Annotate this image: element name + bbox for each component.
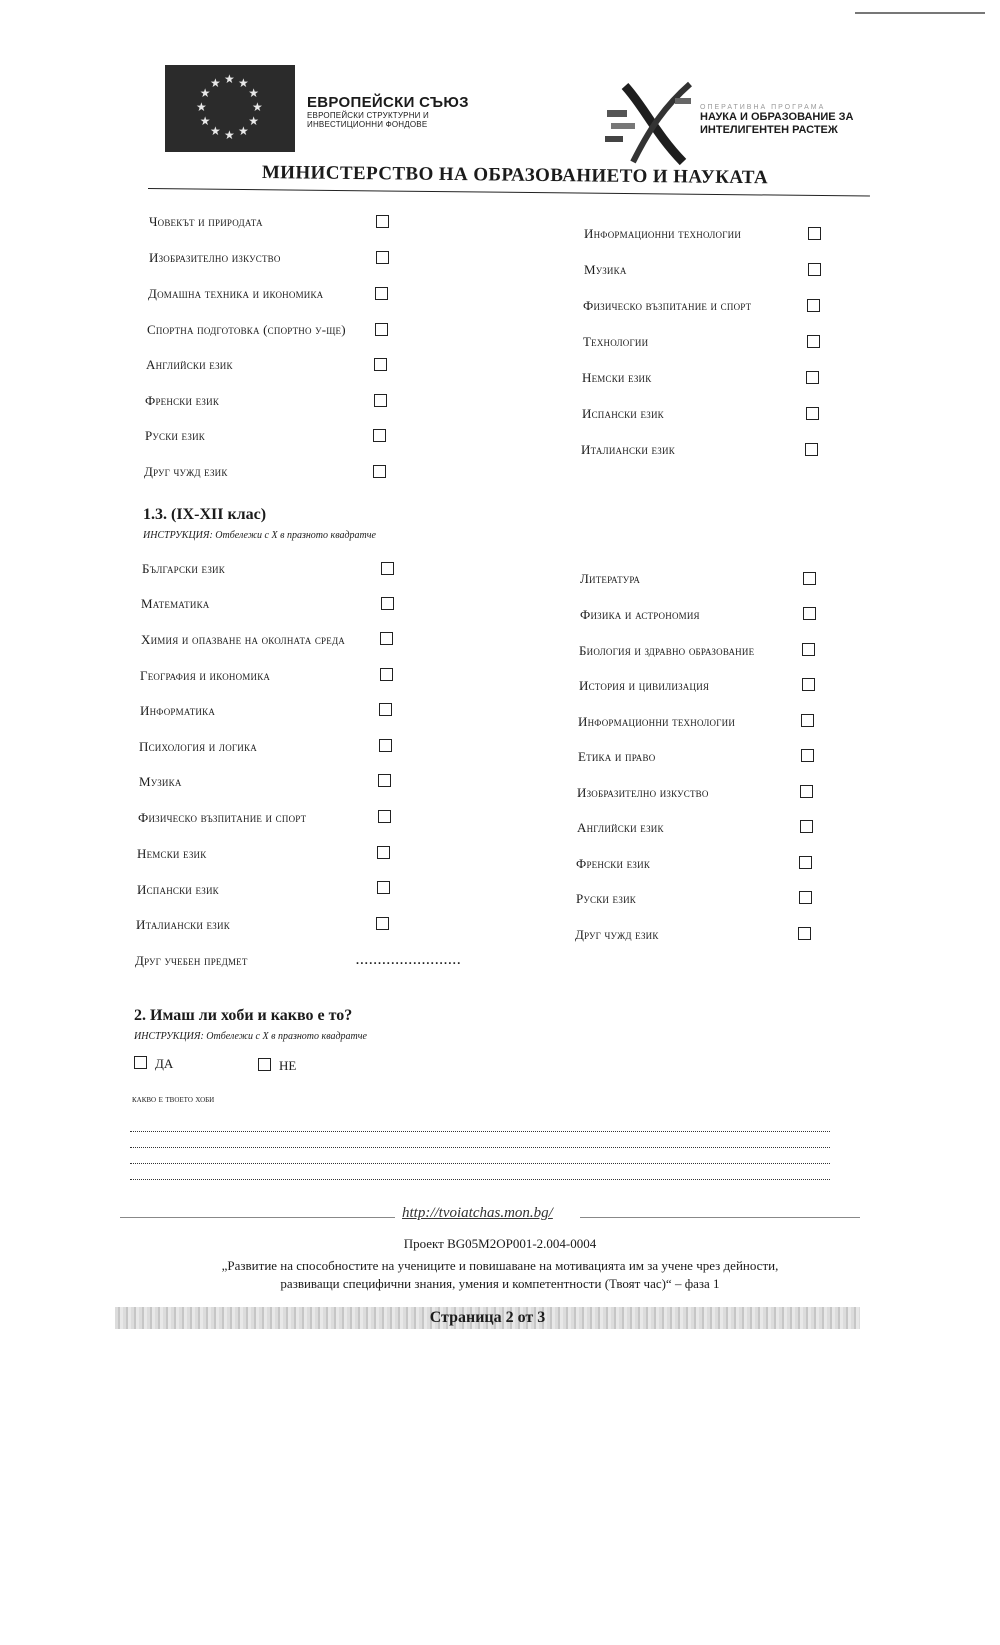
hobby-line-4[interactable]	[130, 1179, 830, 1180]
subject-checkbox[interactable]	[375, 287, 388, 300]
no-label: НЕ	[279, 1058, 297, 1073]
subject-label: Етика и право	[578, 749, 656, 764]
yes-label: ДА	[155, 1056, 174, 1071]
subject-checkbox[interactable]	[802, 643, 815, 656]
eu-flag-logo	[165, 65, 295, 152]
subject-checkbox[interactable]	[800, 820, 813, 833]
eu-star-icon: ★	[248, 114, 259, 128]
subject-checkbox[interactable]	[378, 774, 391, 787]
subject-checkbox[interactable]	[807, 335, 820, 348]
no-checkbox[interactable]	[258, 1058, 271, 1071]
subject-checkbox[interactable]	[373, 465, 386, 478]
subject-checkbox[interactable]	[376, 215, 389, 228]
subject-label: Изобразително изкуство	[577, 785, 709, 800]
hobby-yes-option[interactable]	[134, 1056, 173, 1072]
subject-label: Информационни технологии	[584, 226, 742, 241]
subject-checkbox[interactable]	[799, 856, 812, 869]
other-subject-field[interactable]: ........................	[356, 953, 462, 967]
eu-star-icon: ★	[199, 86, 211, 100]
hobby-line-1[interactable]	[130, 1131, 830, 1132]
subject-checkbox[interactable]	[805, 443, 818, 456]
project-code: Проект BG05M2OP001-2.004-0004	[403, 1236, 597, 1251]
subject-checkbox[interactable]	[801, 749, 814, 762]
subject-checkbox[interactable]	[379, 703, 392, 716]
header-divider	[148, 188, 870, 197]
subject-checkbox[interactable]	[380, 668, 393, 681]
subject-label: Испански език	[137, 882, 219, 897]
subject-checkbox[interactable]	[381, 562, 394, 575]
subject-label: Спортна подготовка (спортно у-ще)	[147, 322, 346, 337]
subject-checkbox[interactable]	[806, 371, 819, 384]
subject-checkbox[interactable]	[378, 810, 391, 823]
op-name-line-2: ИНТЕЛИГЕНТЕН РАСТЕЖ	[700, 124, 838, 136]
subject-label: Немски език	[582, 370, 652, 385]
eu-star-icon: ★	[224, 72, 235, 86]
subject-label: Български език	[142, 561, 225, 576]
subject-label: Италиански език	[136, 917, 230, 932]
op-name-line-1: НАУКА И ОБРАЗОВАНИЕ ЗА	[700, 111, 854, 123]
eu-star-icon: ★	[238, 75, 249, 90]
eu-subtitle-1: ЕВРОПЕЙСКИ СТРУКТУРНИ И	[307, 111, 430, 120]
eu-star-icon: ★	[196, 100, 207, 114]
page-number-bar	[115, 1307, 860, 1329]
project-description-1: „Развитие на способностите на учениците и повишаване на мотивацията им за учене чрез дейности,	[221, 1258, 779, 1273]
subject-checkbox[interactable]	[373, 429, 386, 442]
page-number: Страница 2 от 3	[429, 1309, 546, 1326]
footer-rule-right	[580, 1217, 860, 1218]
subject-label: История и цивилизация	[579, 678, 710, 693]
subject-checkbox[interactable]	[374, 394, 387, 407]
section-2-instruction: ИНСТРУКЦИЯ: Отбележи с Х в празното квадратче	[134, 1031, 367, 1042]
hobby-line-3[interactable]	[130, 1163, 830, 1164]
eu-subtitle-2: ИНВЕСТИЦИОННИ ФОНДОВЕ	[307, 120, 428, 129]
subject-label: Биология и здравно образование	[579, 643, 755, 658]
subject-label: Френски език	[145, 393, 220, 408]
eu-title: ЕВРОПЕЙСКИ СЪЮЗ	[307, 94, 469, 111]
eu-star-icon: ★	[248, 86, 259, 100]
subject-label: Руски език	[576, 891, 636, 906]
subject-checkbox[interactable]	[376, 917, 389, 930]
subject-checkbox[interactable]	[380, 632, 393, 645]
subject-label: Химия и опазване на околната среда	[141, 632, 345, 647]
subject-checkbox[interactable]	[799, 891, 812, 904]
subject-label: Френски език	[576, 856, 651, 871]
subject-checkbox[interactable]	[806, 407, 819, 420]
yes-checkbox[interactable]	[134, 1056, 147, 1069]
subject-label: Физическо възпитание и спорт	[583, 298, 752, 313]
subject-checkbox[interactable]	[375, 323, 388, 336]
subject-checkbox[interactable]	[801, 714, 814, 727]
subject-label: Информационни технологии	[578, 714, 736, 729]
subject-label: Руски език	[145, 428, 205, 443]
subject-label: Технологии	[583, 334, 649, 349]
subject-checkbox[interactable]	[808, 263, 821, 276]
subject-label: География и икономика	[140, 668, 271, 683]
scan-artifact-line	[855, 12, 985, 14]
eu-star-icon: ★	[199, 114, 211, 128]
subject-checkbox[interactable]	[803, 607, 816, 620]
section-2-title: 2. Имаш ли хоби и какво е то?	[134, 1007, 353, 1024]
eu-star-icon: ★	[210, 124, 221, 139]
footer-rule-left	[120, 1217, 395, 1218]
subject-label: Човекът и природата	[149, 214, 263, 229]
subject-label: Музика	[584, 262, 627, 277]
subject-label: Физическо възпитание и спорт	[138, 810, 307, 825]
eu-star-icon: ★	[210, 75, 221, 90]
subject-checkbox[interactable]	[381, 597, 394, 610]
subject-label: Психология и логика	[139, 739, 257, 754]
eu-star-icon: ★	[252, 100, 263, 114]
project-description-2: развиващи специфични знания, умения и компетентности (Твоят час)“ – фаза 1	[280, 1276, 720, 1291]
eu-star-icon: ★	[238, 124, 249, 139]
ministry-title: МИНИСТЕРСТВО НА ОБРАЗОВАНИЕТО И НАУКАТА	[261, 162, 769, 189]
hobby-label: какво е твоето хоби	[132, 1094, 215, 1105]
op-small-caption: ОПЕРАТИВНА ПРОГРАМА	[700, 104, 826, 111]
op-logo-text	[700, 104, 853, 137]
subject-checkbox[interactable]	[376, 251, 389, 264]
section-1-3-title: 1.3. (IX-XII клас)	[143, 506, 267, 523]
subject-label: Английски език	[577, 820, 664, 835]
subject-checkbox[interactable]	[807, 299, 820, 312]
subject-label: Изобразително изкуство	[149, 250, 281, 265]
subject-label: Музика	[139, 774, 182, 789]
subject-checkbox[interactable]	[798, 927, 811, 940]
hobby-no-option[interactable]	[258, 1058, 296, 1074]
subject-label: Домашна техника и икономика	[148, 286, 324, 301]
subject-checkbox[interactable]	[800, 785, 813, 798]
hobby-line-2[interactable]	[130, 1147, 830, 1148]
subject-label: Друг чужд език	[575, 927, 659, 942]
subject-checkbox[interactable]	[379, 739, 392, 752]
subject-label: Испански език	[582, 406, 664, 421]
subject-label: Математика	[141, 596, 210, 611]
subject-checkbox[interactable]	[802, 678, 815, 691]
subject-label: Физика и астрономия	[580, 607, 700, 622]
subject-label: Немски език	[137, 846, 207, 861]
eu-star-icon: ★	[224, 128, 235, 142]
footer-url-link[interactable]: http://tvoiatchas.mon.bg/	[402, 1205, 553, 1221]
eu-logo-text	[307, 94, 469, 129]
subject-checkbox[interactable]	[803, 572, 816, 585]
subject-checkbox[interactable]	[377, 846, 390, 859]
subject-label: Италиански език	[581, 442, 675, 457]
subject-label: Английски език	[146, 357, 233, 372]
section-1-3-instruction: ИНСТРУКЦИЯ: Отбележи с Х в празното квадратче	[143, 530, 376, 541]
subject-checkbox[interactable]	[808, 227, 821, 240]
other-subject-label: Друг учебен предмет	[135, 953, 248, 968]
op-science-logo-icon	[605, 78, 700, 166]
subject-checkbox[interactable]	[377, 881, 390, 894]
subject-label: Информатика	[140, 703, 216, 718]
subject-label: Литература	[580, 571, 641, 586]
subject-label: Друг чужд език	[144, 464, 228, 479]
subject-checkbox[interactable]	[374, 358, 387, 371]
